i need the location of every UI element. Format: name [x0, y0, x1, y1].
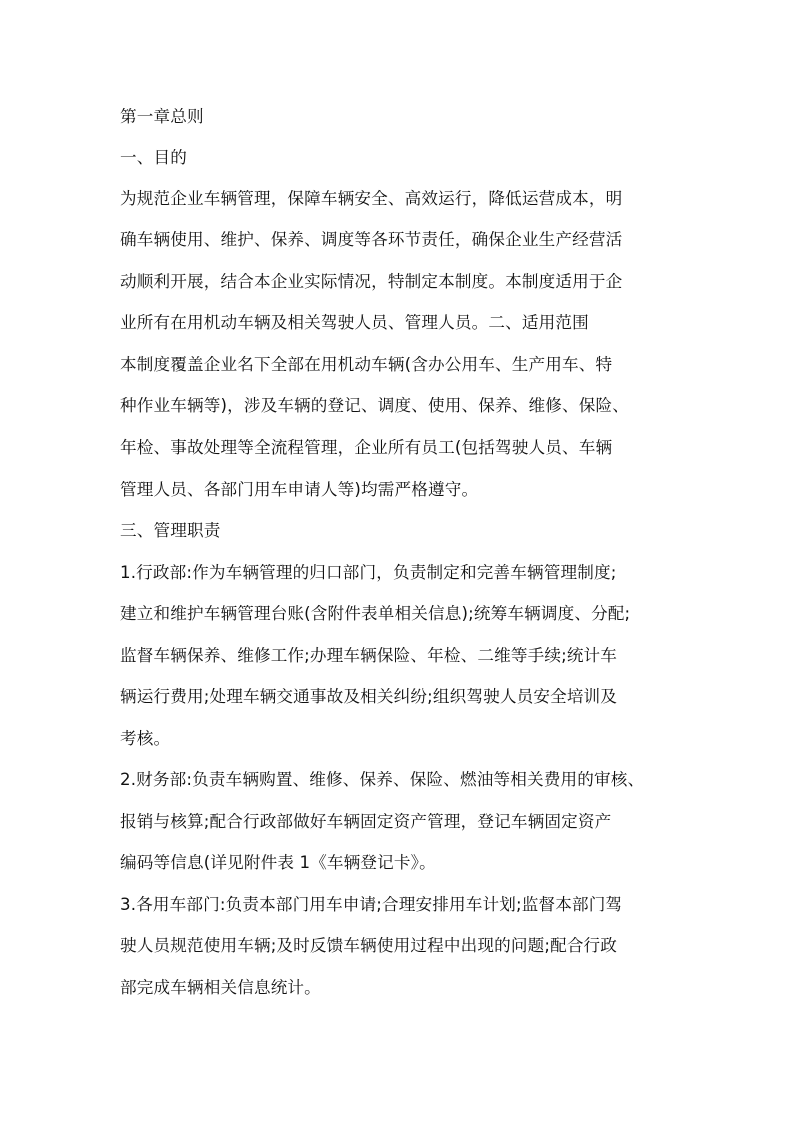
- paragraph-line: 确车辆使用、维护、保养、调度等各环节责任，确保企业生产经营活: [120, 230, 623, 249]
- paragraph-line: 驶人员规范使用车辆;及时反馈车辆使用过程中出现的问题;配合行政: [120, 936, 618, 955]
- paragraph-line: 年检、事故处理等全流程管理，企业所有员工(包括驾驶人员、车辆: [120, 438, 613, 457]
- paragraph-line: 3.各用车部门:负责本部门用车申请;合理安排用车计划;监督本部门驾: [120, 895, 623, 914]
- section-heading-purpose: 一、目的: [120, 148, 187, 167]
- paragraph-line: 动顺利开展，结合本企业实际情况，特制定本制度。本制度适用于企: [120, 272, 623, 291]
- paragraph-line: 2.财务部:负责车辆购置、维修、保养、保险、燃油等相关费用的审核、: [120, 770, 645, 789]
- paragraph-line: 建立和维护车辆管理台账(含附件表单相关信息);统筹车辆调度、分配;: [120, 604, 631, 623]
- section-heading-responsibilities: 三、管理职责: [120, 521, 221, 540]
- paragraph-line: 业所有在用机动车辆及相关驾驶人员、管理人员。二、适用范围: [120, 313, 589, 332]
- paragraph-line: 为规范企业车辆管理，保障车辆安全、高效运行，降低运营成本，明: [120, 189, 623, 208]
- paragraph-line: 编码等信息(详见附件表 1《车辆登记卡》。: [120, 853, 436, 872]
- paragraph-line: 管理人员、各部门用车申请人等)均需严格遵守。: [120, 480, 479, 499]
- chapter-title: 第一章总则: [120, 107, 204, 126]
- paragraph-line: 1.行政部:作为车辆管理的归口部门，负责制定和完善车辆管理制度;: [120, 563, 617, 582]
- paragraph-line: 辆运行费用;处理车辆交通事故及相关纠纷;组织驾驶人员安全培训及: [120, 687, 618, 706]
- paragraph-line: 本制度覆盖企业名下全部在用机动车辆(含办公用车、生产用车、特: [120, 355, 613, 374]
- paragraph-line: 种作业车辆等)，涉及车辆的登记、调度、使用、保养、维修、保险、: [120, 396, 629, 415]
- paragraph-line: 监督车辆保养、维修工作;办理车辆保险、年检、二维等手续;统计车: [120, 646, 618, 665]
- paragraph-line: 考核。: [120, 729, 171, 748]
- paragraph-line: 报销与核算;配合行政部做好车辆固定资产管理，登记车辆固定资产: [120, 812, 612, 831]
- paragraph-line: 部完成车辆相关信息统计。: [120, 978, 321, 997]
